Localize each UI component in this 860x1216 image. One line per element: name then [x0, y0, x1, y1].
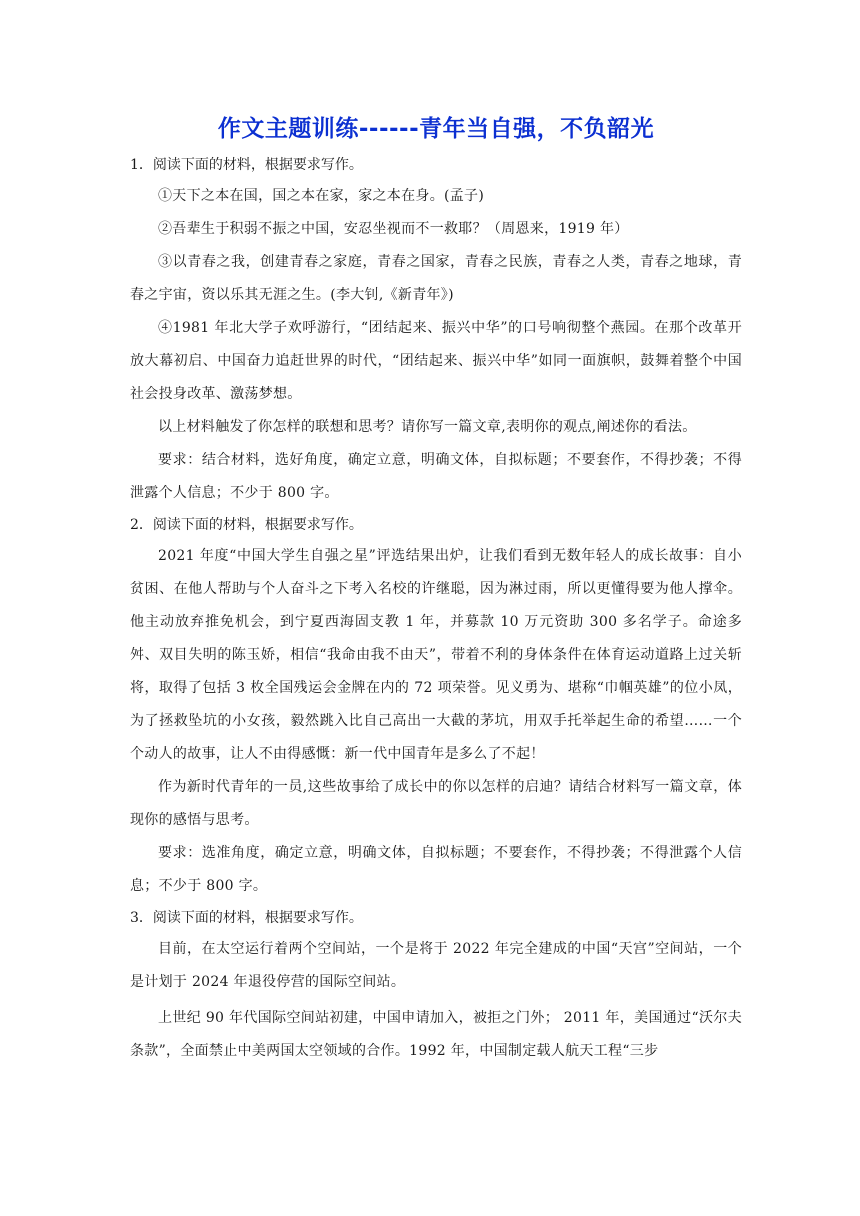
q1-material-4: ④1981 年北大学子欢呼游行，“团结起来、振兴中华”的口号响彻整个燕园。在那个改革开放大幕初启、中国奋力追赶世界的时代，“团结起来、振兴中华”如同一面旗帜，鼓舞着整个中国社会投身改革、激荡梦想。 [130, 320, 742, 402]
q1-material-1: ①天下之本在国，国之本在家，家之本在身。(孟子) [158, 188, 485, 204]
q3-material-1: 目前，在太空运行着两个空间站，一个是将于 2022 年完全建成的中国“天宫”空间站，一个是计划于 2024 年退役停营的国际空间站。 [130, 941, 742, 990]
q2-material: 2021 年度“中国大学生自强之星”评选结果出炉，让我们看到无数年轻人的成长故事：自小贫困、在他人帮助与个人奋斗之下考入名校的许继聪，因为淋过雨，所以更懂得要为他人撑伞。他主动放弃推免机会，到宁夏西海固支教 1 年，并募款 10 万元资助 300 多名学子。命途多舛、双目失明的陈玉娇，相信“我命由我不由天”，带着不利的身体条件在体育运动道路上过关斩将，取得了包括 3 枚全国残运会金牌在内的 72 项荣誉。见义勇为、堪称“巾帼英雄”的位小凤，为了拯救坠坑的小女孩，毅然跳入比自己高出一大截的茅坑，用双手托举起生命的希望……一个个动人的故事，让人不由得感慨：新一代中国青年是多么了不起！ [130, 548, 742, 762]
question-3-heading: 3．阅读下面的材料，根据要求写作。 [130, 910, 363, 926]
q3-material-2: 上世纪 90 年代国际空间站初建，中国申请加入，被拒之门外； 2011 年，美国通过“沃尔夫条款”，全面禁止中美两国太空领域的合作。1992 年，中国制定载人航天工程“三步 [130, 1010, 742, 1059]
q2-requirements: 要求：选准角度，确定立意，明确文体，自拟标题；不要套作，不得抄袭；不得泄露个人信息；不少于 800 字。 [130, 845, 742, 894]
q1-material-2: ②吾辈生于积弱不振之中国，安忍坐视而不一救耶？（周恩来，1919 年） [158, 221, 629, 237]
q1-requirements: 要求：结合材料，选好角度，确定立意，明确文体，自拟标题；不要套作，不得抄袭；不得泄露个人信息；不少于 800 字。 [130, 452, 742, 501]
question-1-heading: 1．阅读下面的材料，根据要求写作。 [130, 157, 363, 173]
q2-prompt: 作为新时代青年的一员,这些故事给了成长中的你以怎样的启迪？请结合材料写一篇文章，体现你的感悟与思考。 [130, 779, 742, 828]
question-2-heading: 2．阅读下面的材料，根据要求写作。 [130, 517, 363, 533]
document-title: 作文主题训练------青年当自强，不负韶光 [217, 116, 655, 142]
q1-prompt: 以上材料触发了你怎样的联想和思考？请你写一篇文章,表明你的观点,阐述你的看法。 [158, 419, 697, 435]
q1-material-3: ③以青春之我，创建青春之家庭，青春之国家，青春之民族，青春之人类，青春之地球，青春之宇宙，资以乐其无涯之生。(李大钊,《新青年》) [130, 254, 742, 303]
